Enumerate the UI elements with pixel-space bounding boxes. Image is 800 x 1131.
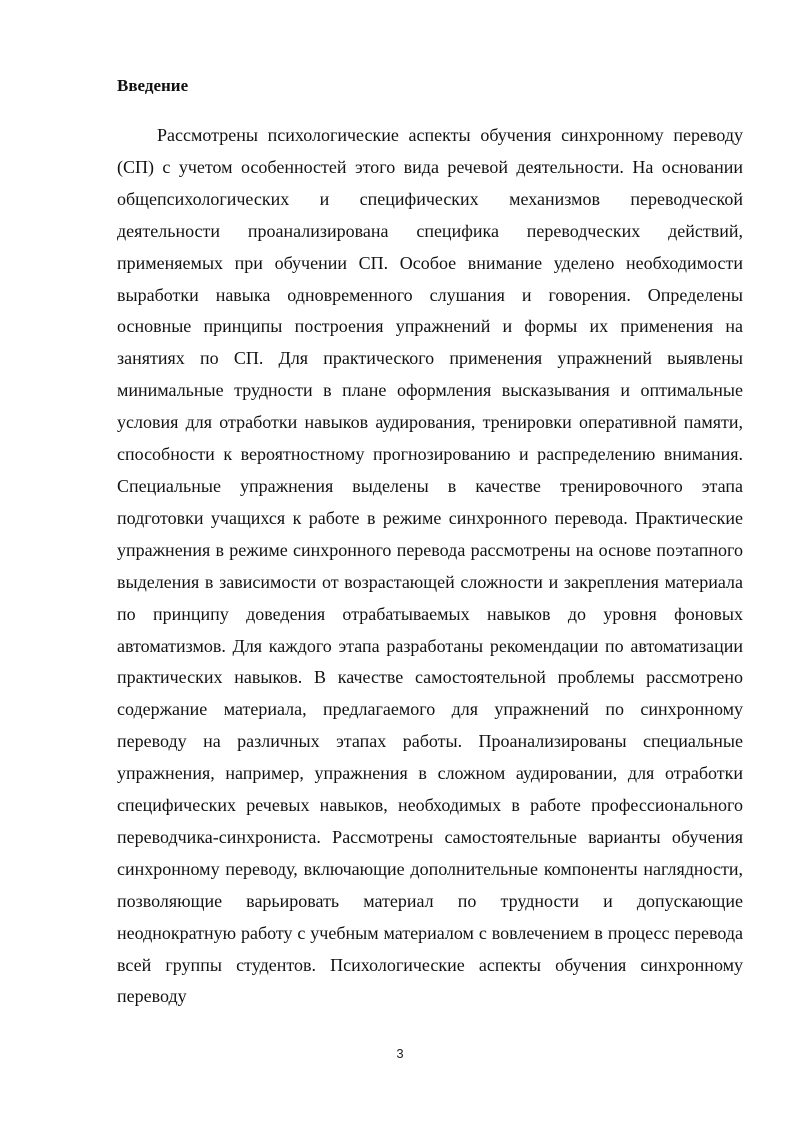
page-number: 3 (396, 1046, 404, 1061)
section-heading: Введение (117, 76, 189, 95)
body-paragraph: Рассмотрены психологические аспекты обучения синхронному переводу (СП) с учетом особенностей этого вида речевой деятельности. На основании общепсихологических и специфических механизмов переводческой деятельности проанализирована специфика переводческих действий, применяемых при обучении СП. Особое внимание уделено необходимости выработки навыка одновременного слушания и говорения. Определены основные принципы построения упражнений и формы их применения на занятиях по СП. Для практического применения упражнений выявлены минимальные трудности в плане оформления высказывания и оптимальные условия для отработки навыков аудирования, тренировки оперативной памяти, способности к вероятностному прогнозированию и распределению внимания. Специальные упражнения выделены в качестве тренировочного этапа подготовки учащихся к работе в режиме синхронного перевода. Практические упражнения в режиме синхронного перевода рассмотрены на основе поэтапного выделения в зависимости от возрастающей сложности и закрепления материала по принципу доведения отрабатываемых навыков до уровня фоновых автоматизмов. Для каждого этапа разработаны рекомендации по автоматизации практических навыков. В качестве самостоятельной проблемы рассмотрено содержание материала, предлагаемого для упражнений по синхронному переводу на различных этапах работы. Проанализированы специальные упражнения, например, упражнения в сложном аудировании, для отработки специфических речевых навыков, необходимых в работе профессионального переводчика-синхрониста. Рассмотрены самостоятельные варианты обучения синхронному переводу, включающие дополнительные компоненты наглядности, позволяющие варьировать материал по трудности и допускающие неоднократную работу с учебным материалом с вовлечением в процесс перевода всей группы студентов. Психологические аспекты обучения синхронному переводу (117, 125, 743, 1007)
